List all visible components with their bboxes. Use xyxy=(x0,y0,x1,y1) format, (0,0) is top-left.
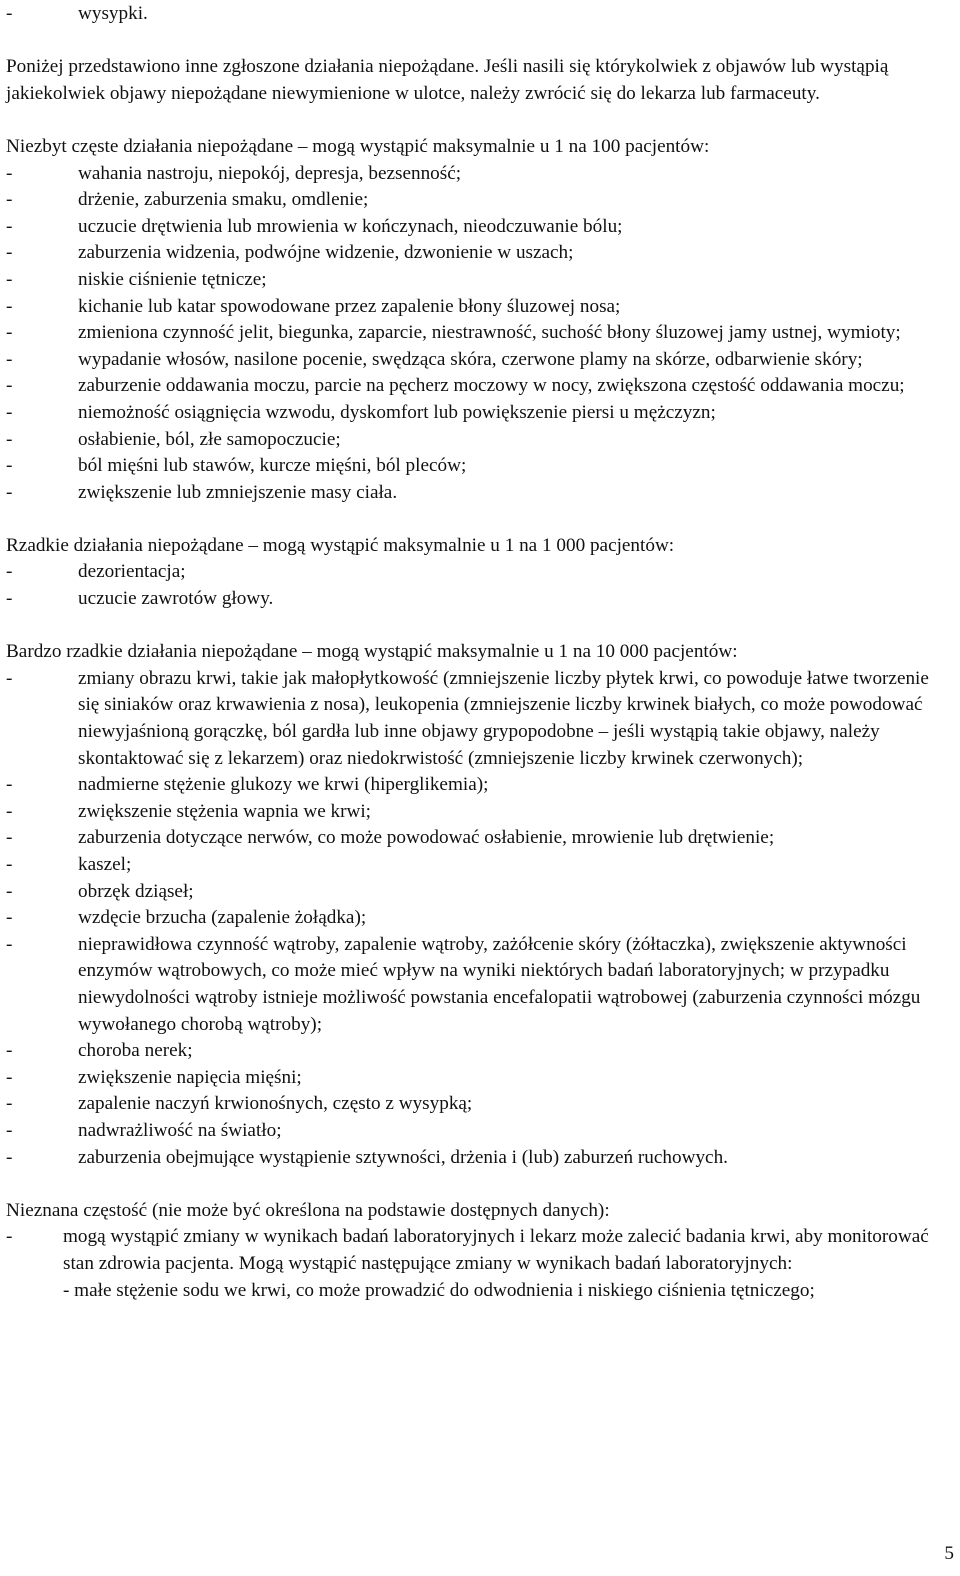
bullet-dash: - xyxy=(6,375,13,397)
bullet-dash: - xyxy=(6,215,13,237)
list-item xyxy=(6,1224,954,1304)
bullet-dash: - xyxy=(6,481,13,503)
list-uncommon xyxy=(6,161,954,507)
bullet-dash: - xyxy=(6,1093,13,1115)
list-item-text: niskie ciśnienie tętnicze; xyxy=(78,268,267,290)
list-rare xyxy=(6,559,954,612)
bullet-dash: - xyxy=(6,242,13,264)
bullet-dash: - xyxy=(6,268,13,290)
list-item xyxy=(6,347,954,374)
list-item xyxy=(6,453,954,480)
section-heading-rare: Rzadkie działania niepożądane – mogą wystąpić maksymalnie u 1 na 1 000 pacjentów: xyxy=(6,534,675,556)
bullet-dash: - xyxy=(6,907,13,929)
list-item xyxy=(6,294,954,321)
list-item xyxy=(6,187,954,214)
list-item xyxy=(6,879,954,906)
list-item-text: zaburzenia widzenia, podwójne widzenie, dzwonienie w uszach; xyxy=(78,242,574,264)
list-item xyxy=(6,240,954,267)
list-item xyxy=(6,1065,954,1092)
list-item-text: zapalenie naczyń krwionośnych, często z wysypką; xyxy=(78,1093,473,1115)
bullet-dash: - xyxy=(6,322,13,344)
list-item-text: zwiększenie lub zmniejszenie masy ciała. xyxy=(78,481,398,503)
bullet-dash: - xyxy=(6,588,13,610)
bullet-dash: - xyxy=(6,1226,13,1248)
bullet-dash: - xyxy=(6,800,13,822)
list-item-text: uczucie drętwienia lub mrowienia w kończynach, nieodczuwanie bólu; xyxy=(78,215,623,237)
bullet-dash: - xyxy=(6,933,13,955)
list-item-text: wypadanie włosów, nasilone pocenie, swędząca skóra, czerwone plamy na skórze, odbarwienie skóry; xyxy=(78,348,863,370)
list-item xyxy=(6,214,954,241)
list-item xyxy=(6,586,954,613)
list-item-text: kichanie lub katar spowodowane przez zapalenie błony śluzowej nosa; xyxy=(78,295,621,317)
list-item-text: obrzęk dziąseł; xyxy=(78,880,194,902)
list-item-text: drżenie, zaburzenia smaku, omdlenie; xyxy=(78,189,369,211)
bullet-dash: - xyxy=(6,1146,13,1168)
list-very-rare xyxy=(6,666,954,1171)
list-item xyxy=(6,427,954,454)
list-item xyxy=(6,373,954,400)
section-heading-very-rare: Bardzo rzadkie działania niepożądane – mogą wystąpić maksymalnie u 1 na 10 000 pacjentów: xyxy=(6,641,738,663)
list-item xyxy=(6,666,954,772)
bullet-dash: - xyxy=(6,455,13,477)
list-item-text: ból mięśni lub stawów, kurcze mięśni, ból pleców; xyxy=(78,455,467,477)
bullet-dash: - xyxy=(6,428,13,450)
list-item-text: zmiany obrazu krwi, takie jak małopłytkowość (zmniejszenie liczby płytek krwi, co powoduje łatwe tworzenie się siniaków oraz krwawienia z nosa), leukopenia (zmniejszenie liczby krwinek białych, co może powodować niewyjaśnioną gorączkę, ból gardła lub inne objawy grypopodobne – jeśli wystąpią takie objawy, należy skontaktować się z lekarzem) oraz niedokrwistość (zmniejszenie liczby krwinek czerwonych); xyxy=(78,667,929,769)
list-item xyxy=(6,1118,954,1145)
list-item-text: dezorientacja; xyxy=(78,561,186,583)
section-heading-unknown: Nieznana częstość (nie może być określona na podstawie dostępnych danych): xyxy=(6,1199,610,1221)
list-item-text: choroba nerek; xyxy=(78,1040,193,1062)
bullet-dash: - xyxy=(6,561,13,583)
bullet-dash: - xyxy=(6,1119,13,1141)
sub-item-text: - małe stężenie sodu we krwi, co może prowadzić do odwodnienia i niskiego ciśnienia tętniczego; xyxy=(63,1279,815,1301)
list-item xyxy=(6,772,954,799)
bullet-dash: - xyxy=(6,295,13,317)
list-item-text: wzdęcie brzucha (zapalenie żołądka); xyxy=(78,907,367,929)
list-item-text: zaburzenie oddawania moczu, parcie na pęcherz moczowy w nocy, zwiększona częstość oddawania moczu; xyxy=(78,375,905,397)
bullet-dash: - xyxy=(6,667,13,689)
list-item xyxy=(6,161,954,188)
list-item-text: nieprawidłowa czynność wątroby, zapalenie wątroby, zażółcenie skóry (żółtaczka), zwiększenie aktywności enzymów wątrobowych, co może mieć wpływ na wyniki niektórych badań laboratoryjnych; w przypadku niewydolności wątroby istnieje możliwość powstania encefalopatii wątrobowej (zaburzenia czynności mózgu wywołanego chorobą wątroby); xyxy=(78,933,921,1035)
list-item-text: zaburzenia dotyczące nerwów, co może powodować osłabienie, mrowienie lub drętwienie; xyxy=(78,827,775,849)
list-item-text: zwiększenie napięcia mięśni; xyxy=(78,1066,302,1088)
list-item-text: nadwrażliwość na światło; xyxy=(78,1119,282,1141)
intro-paragraph: Poniżej przedstawiono inne zgłoszone działania niepożądane. Jeśli nasili się którykolwiek z objawów lub wystąpią jakiekolwiek objawy niepożądane niewymienione w ulotce, należy zwrócić się do lekarza lub farmaceuty. xyxy=(6,56,889,104)
list-item-text: wahania nastroju, niepokój, depresja, bezsenność; xyxy=(78,162,462,184)
list-item xyxy=(6,320,954,347)
list-item-text: kaszel; xyxy=(78,854,132,875)
list-item xyxy=(6,825,954,852)
bullet-dash: - xyxy=(6,3,13,24)
list-item-text: zwiększenie stężenia wapnia we krwi; xyxy=(78,800,372,822)
list-item xyxy=(6,400,954,427)
list-item-text: niemożność osiągnięcia wzwodu, dyskomfort lub powiększenie piersi u mężczyzn; xyxy=(78,401,716,423)
bullet-dash: - xyxy=(6,401,13,423)
list-item-text: osłabienie, ból, złe samopoczucie; xyxy=(78,428,341,450)
section-heading-uncommon: Niezbyt częste działania niepożądane – mogą wystąpić maksymalnie u 1 na 100 pacjentów: xyxy=(6,135,710,157)
bullet-dash: - xyxy=(6,1040,13,1062)
list-item-text: wysypki. xyxy=(78,3,148,24)
list-item-text: nadmierne stężenie glukozy we krwi (hiperglikemia); xyxy=(78,774,489,796)
list-item-text: mogą wystąpić zmiany w wynikach badań laboratoryjnych i lekarz może zalecić badania krwi, aby monitorować stan zdrowia pacjenta. Mogą wystąpić następujące zmiany w wynikach badań laboratoryjnych: xyxy=(63,1226,929,1274)
list-item xyxy=(6,480,954,507)
list-item-text: uczucie zawrotów głowy. xyxy=(78,588,274,610)
list-item xyxy=(6,1145,954,1172)
list-item xyxy=(6,267,954,294)
list-item xyxy=(6,1,954,28)
bullet-dash: - xyxy=(6,854,13,875)
bullet-dash: - xyxy=(6,348,13,370)
list-item-content xyxy=(63,1224,954,1304)
list-item xyxy=(6,932,954,1038)
bullet-dash: - xyxy=(6,827,13,849)
bullet-dash: - xyxy=(6,189,13,211)
bullet-dash: - xyxy=(6,880,13,902)
bullet-dash: - xyxy=(6,162,13,184)
list-item xyxy=(6,799,954,826)
list-item xyxy=(6,559,954,586)
document-page xyxy=(6,0,954,1304)
list-item-text: zmieniona czynność jelit, biegunka, zaparcie, niestrawność, suchość błony śluzowej jamy ustnej, wymioty; xyxy=(78,322,901,344)
bullet-dash: - xyxy=(6,774,13,796)
list-item xyxy=(6,905,954,932)
bullet-dash: - xyxy=(6,1066,13,1088)
list-item xyxy=(6,852,954,879)
list-item xyxy=(6,1038,954,1065)
list-item-text: zaburzenia obejmujące wystąpienie sztywności, drżenia i (lub) zaburzeń ruchowych. xyxy=(78,1146,728,1168)
list-item xyxy=(6,1091,954,1118)
page-number: 5 xyxy=(944,1543,954,1565)
